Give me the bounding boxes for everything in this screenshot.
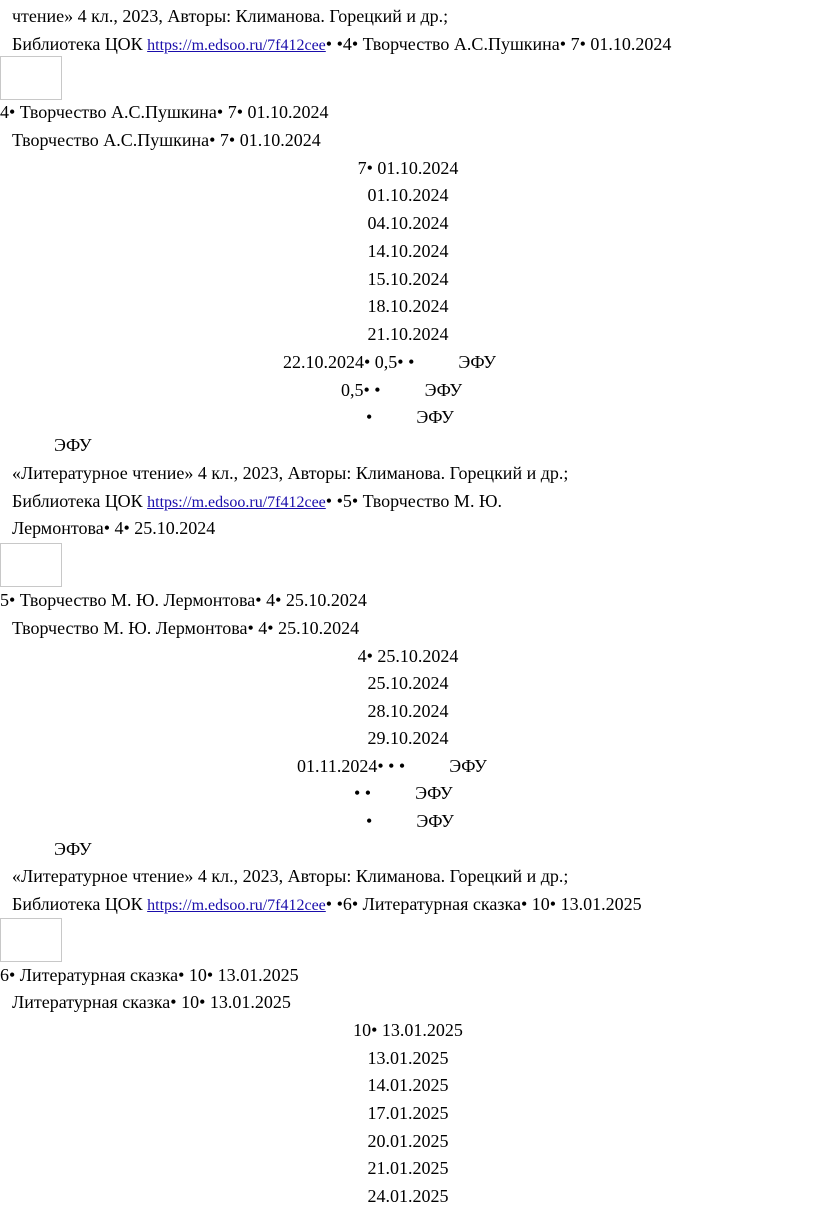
library-line	[12, 490, 502, 512]
text-fragment: 0,5• •	[341, 380, 381, 400]
library-line	[12, 893, 642, 915]
library-label: Библиотека ЦОК	[12, 491, 148, 511]
date-line: 25.10.2024	[367, 673, 449, 693]
text-line: 4• 25.10.2024	[357, 646, 459, 666]
date-line: 18.10.2024	[367, 296, 449, 316]
edsoo-link[interactable]: https://m.edsoo.ru/7f412cee	[147, 494, 326, 511]
image-placeholder-box	[0, 56, 62, 100]
date-line: 24.01.2025	[367, 1186, 449, 1206]
text-line	[297, 755, 487, 777]
efu-label: ЭФУ	[415, 783, 453, 803]
text-fragment: 01.11.2024• • •	[297, 756, 406, 776]
date-line: 28.10.2024	[367, 701, 449, 721]
library-label: Библиотека ЦОК	[12, 34, 148, 54]
edsoo-link[interactable]: https://m.edsoo.ru/7f412cee	[147, 37, 326, 54]
text-line	[366, 406, 454, 428]
text-line: 6• Литературная сказка• 10• 13.01.2025	[0, 965, 299, 985]
text-fragment: •	[366, 407, 373, 427]
efu-label: ЭФУ	[449, 756, 487, 776]
text-line	[283, 351, 496, 373]
date-line: 04.10.2024	[367, 213, 449, 233]
text-line: 4• Творчество А.С.Пушкина• 7• 01.10.2024	[0, 102, 329, 122]
date-line: 17.01.2025	[367, 1103, 449, 1123]
text-line: Лермонтова• 4• 25.10.2024	[12, 518, 216, 538]
edsoo-link[interactable]: https://m.edsoo.ru/7f412cee	[147, 897, 326, 914]
efu-label: ЭФУ	[424, 380, 463, 400]
efu-label: ЭФУ	[54, 435, 92, 455]
efu-label: ЭФУ	[416, 407, 454, 427]
library-line-tail: • •5• Творчество М. Ю.	[325, 491, 502, 511]
text-line: чтение» 4 кл., 2023, Авторы: Климанова. Горецкий и др.;	[12, 6, 449, 26]
text-line: 5• Творчество М. Ю. Лермонтова• 4• 25.10.2024	[0, 590, 367, 610]
text-line	[354, 782, 453, 804]
efu-label: ЭФУ	[458, 352, 496, 372]
date-line: 13.01.2025	[367, 1048, 449, 1068]
library-line	[12, 33, 671, 55]
date-line: 29.10.2024	[367, 728, 449, 748]
text-fragment: 22.10.2024• 0,5• •	[283, 352, 415, 372]
date-line: 21.01.2025	[367, 1158, 449, 1178]
text-fragment: •	[366, 811, 373, 831]
text-line	[366, 810, 454, 832]
library-line-tail: • •4• Творчество А.С.Пушкина• 7• 01.10.2024	[325, 34, 672, 54]
date-line: 14.10.2024	[367, 241, 449, 261]
text-line: 10• 13.01.2025	[353, 1020, 463, 1040]
library-label: Библиотека ЦОК	[12, 894, 148, 914]
text-line: Творчество А.С.Пушкина• 7• 01.10.2024	[12, 130, 321, 150]
text-line: Литературная сказка• 10• 13.01.2025	[12, 992, 291, 1012]
date-line: 15.10.2024	[367, 269, 449, 289]
date-line: 20.01.2025	[367, 1131, 449, 1151]
text-line: «Литературное чтение» 4 кл., 2023, Авторы: Климанова. Горецкий и др.;	[12, 866, 569, 886]
text-fragment: • •	[354, 783, 372, 803]
text-line	[341, 379, 462, 401]
library-line-tail: • •6• Литературная сказка• 10• 13.01.2025	[325, 894, 642, 914]
text-line: «Литературное чтение» 4 кл., 2023, Авторы: Климанова. Горецкий и др.;	[12, 463, 569, 483]
text-line: Творчество М. Ю. Лермонтова• 4• 25.10.2024	[12, 618, 360, 638]
efu-label: ЭФУ	[54, 839, 92, 859]
date-line: 21.10.2024	[367, 324, 449, 344]
text-line: 7• 01.10.2024	[357, 158, 459, 178]
efu-label: ЭФУ	[416, 811, 454, 831]
date-line: 01.10.2024	[367, 185, 449, 205]
date-line: 14.01.2025	[367, 1075, 449, 1095]
image-placeholder-box	[0, 918, 62, 962]
image-placeholder-box	[0, 543, 62, 587]
